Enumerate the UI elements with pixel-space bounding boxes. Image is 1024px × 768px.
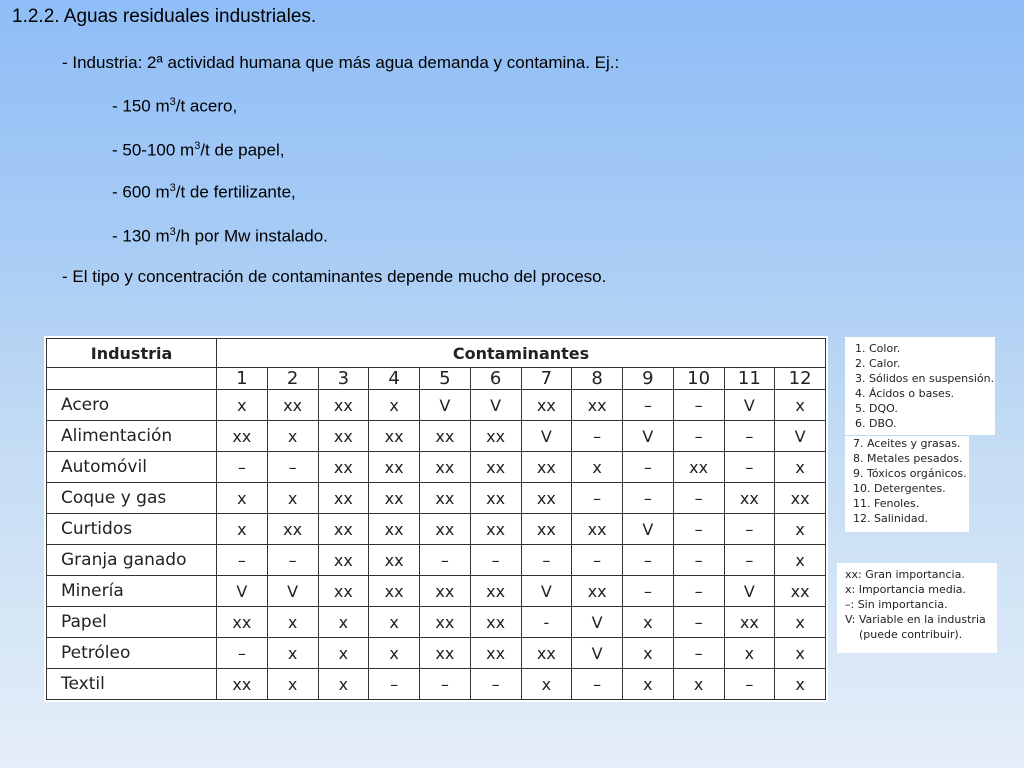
- value-cell: xx: [420, 452, 471, 483]
- value-cell: xx: [318, 452, 369, 483]
- legend-item: 10. Detergentes.: [853, 482, 946, 495]
- legend-item: 2. Calor.: [855, 357, 901, 370]
- value-cell: –: [673, 576, 724, 607]
- value-cell: x: [623, 607, 674, 638]
- industry-cell: Automóvil: [47, 452, 217, 483]
- value-cell: xx: [521, 390, 572, 421]
- industry-cell: Coque y gas: [47, 483, 217, 514]
- value-cell: x: [369, 638, 420, 669]
- value-cell: xx: [470, 452, 521, 483]
- value-cell: x: [217, 483, 268, 514]
- value-cell: xx: [775, 483, 826, 514]
- table-body: [47, 390, 826, 700]
- value-cell: xx: [318, 483, 369, 514]
- contaminant-number-row: [47, 368, 826, 390]
- contaminant-number-cell: 7: [521, 368, 572, 390]
- value-cell: –: [673, 421, 724, 452]
- value-cell: xx: [267, 390, 318, 421]
- legend-item: –: Sin importancia.: [845, 598, 948, 611]
- value-cell: V: [572, 607, 623, 638]
- table-row: [47, 669, 826, 700]
- value-cell: xx: [369, 514, 420, 545]
- legend-item: V: Variable en la industria: [845, 613, 986, 626]
- value-cell: –: [217, 638, 268, 669]
- value-cell: x: [623, 638, 674, 669]
- value-cell: x: [673, 669, 724, 700]
- value-cell: xx: [521, 483, 572, 514]
- value-cell: x: [623, 669, 674, 700]
- value-cell: V: [623, 421, 674, 452]
- value-cell: –: [217, 452, 268, 483]
- legend-item: 11. Fenoles.: [853, 497, 920, 510]
- value-cell: xx: [420, 514, 471, 545]
- value-cell: xx: [420, 576, 471, 607]
- value-cell: x: [267, 607, 318, 638]
- contaminant-number-cell: 6: [470, 368, 521, 390]
- value-cell: xx: [369, 545, 420, 576]
- example-power: - 130 $m^3/h$ por Mw instalado.: [112, 226, 328, 246]
- contaminant-number-cell: 10: [673, 368, 724, 390]
- table-row: [47, 452, 826, 483]
- value-cell: –: [724, 452, 775, 483]
- value-cell: x: [775, 545, 826, 576]
- contaminants-header: Contaminantes: [217, 339, 826, 368]
- table-row: [47, 483, 826, 514]
- value-cell: –: [420, 545, 471, 576]
- legend-item: 9. Tóxicos orgánicos.: [853, 467, 967, 480]
- value-cell: –: [623, 452, 674, 483]
- value-cell: –: [369, 669, 420, 700]
- value-cell: –: [572, 545, 623, 576]
- value-cell: –: [521, 545, 572, 576]
- value-cell: xx: [420, 483, 471, 514]
- table-row: [47, 545, 826, 576]
- value-cell: xx: [420, 421, 471, 452]
- value-cell: x: [318, 607, 369, 638]
- value-cell: –: [572, 669, 623, 700]
- legend-item: 1. Color.: [855, 342, 901, 355]
- value-cell: x: [318, 638, 369, 669]
- example-paper: - 50-100 $m^3/t$ de papel,: [112, 140, 285, 160]
- legend-pollutants-7-12: [845, 436, 969, 532]
- value-cell: –: [673, 483, 724, 514]
- value-cell: x: [267, 421, 318, 452]
- value-cell: –: [623, 390, 674, 421]
- value-cell: –: [267, 452, 318, 483]
- table-row: [47, 638, 826, 669]
- industry-cell: Petróleo: [47, 638, 217, 669]
- value-cell: –: [673, 607, 724, 638]
- value-cell: xx: [369, 421, 420, 452]
- example-steel: - 150 $m^3/t$ acero,: [112, 96, 238, 116]
- value-cell: xx: [318, 576, 369, 607]
- value-cell: –: [673, 638, 724, 669]
- empty-corner-cell: [47, 368, 217, 390]
- value-cell: xx: [369, 452, 420, 483]
- industry-cell: Papel: [47, 607, 217, 638]
- value-cell: xx: [267, 514, 318, 545]
- legend-item: 6. DBO.: [855, 417, 897, 430]
- value-cell: xx: [318, 545, 369, 576]
- value-cell: x: [775, 452, 826, 483]
- value-cell: –: [673, 545, 724, 576]
- value-cell: –: [420, 669, 471, 700]
- value-cell: V: [267, 576, 318, 607]
- industry-cell: Alimentación: [47, 421, 217, 452]
- value-cell: –: [470, 669, 521, 700]
- contaminant-number-cell: 4: [369, 368, 420, 390]
- contaminant-number-cell: 11: [724, 368, 775, 390]
- table-row: [47, 421, 826, 452]
- value-cell: -: [521, 607, 572, 638]
- value-cell: V: [623, 514, 674, 545]
- legend-item: 5. DQO.: [855, 402, 898, 415]
- legend-item: x: Importancia media.: [845, 583, 967, 596]
- value-cell: –: [724, 545, 775, 576]
- value-cell: V: [420, 390, 471, 421]
- value-cell: xx: [369, 483, 420, 514]
- value-cell: x: [775, 607, 826, 638]
- value-cell: x: [318, 669, 369, 700]
- value-cell: –: [673, 390, 724, 421]
- value-cell: xx: [521, 452, 572, 483]
- industry-cell: Minería: [47, 576, 217, 607]
- value-cell: V: [724, 576, 775, 607]
- contaminant-number-cell: 8: [572, 368, 623, 390]
- value-cell: –: [724, 421, 775, 452]
- value-cell: xx: [724, 607, 775, 638]
- value-cell: V: [775, 421, 826, 452]
- value-cell: V: [724, 390, 775, 421]
- value-cell: xx: [217, 669, 268, 700]
- contaminants-table-image: [44, 336, 828, 702]
- value-cell: xx: [318, 514, 369, 545]
- value-cell: –: [217, 545, 268, 576]
- value-cell: xx: [470, 483, 521, 514]
- value-cell: xx: [572, 514, 623, 545]
- contaminant-number-cell: 9: [623, 368, 674, 390]
- value-cell: xx: [470, 607, 521, 638]
- contaminants-table: [46, 338, 826, 700]
- value-cell: –: [572, 421, 623, 452]
- value-cell: –: [572, 483, 623, 514]
- value-cell: xx: [470, 514, 521, 545]
- contaminant-number-cell: 5: [420, 368, 471, 390]
- value-cell: x: [369, 390, 420, 421]
- value-cell: x: [775, 638, 826, 669]
- value-cell: xx: [673, 452, 724, 483]
- legend-importance: [837, 563, 997, 653]
- value-cell: xx: [775, 576, 826, 607]
- table-row: [47, 390, 826, 421]
- value-cell: xx: [217, 607, 268, 638]
- legend-item: 7. Aceites y grasas.: [853, 437, 961, 450]
- value-cell: x: [267, 638, 318, 669]
- legend-item: 12. Salinidad.: [853, 512, 929, 525]
- value-cell: –: [623, 483, 674, 514]
- value-cell: xx: [318, 421, 369, 452]
- industry-cell: Acero: [47, 390, 217, 421]
- example-fertilizer: - 600 $m^3/t$ de fertilizante,: [112, 182, 296, 202]
- value-cell: –: [724, 669, 775, 700]
- legend-pollutants-1-6: [845, 337, 995, 435]
- value-cell: xx: [369, 576, 420, 607]
- page-title: 1.2.2. Aguas residuales industriales.: [12, 6, 317, 27]
- value-cell: x: [267, 483, 318, 514]
- value-cell: x: [217, 390, 268, 421]
- legend-item: 8. Metales pesados.: [853, 452, 963, 465]
- industry-cell: Textil: [47, 669, 217, 700]
- contaminant-number-cell: 12: [775, 368, 826, 390]
- value-cell: xx: [470, 638, 521, 669]
- contaminant-number-cell: 2: [267, 368, 318, 390]
- contaminant-number-cell: 1: [217, 368, 268, 390]
- value-cell: xx: [420, 607, 471, 638]
- table-row: [47, 576, 826, 607]
- value-cell: V: [470, 390, 521, 421]
- value-cell: xx: [724, 483, 775, 514]
- value-cell: –: [673, 514, 724, 545]
- legend-item: 3. Sólidos en suspensión.: [855, 372, 995, 385]
- value-cell: xx: [470, 576, 521, 607]
- value-cell: xx: [470, 421, 521, 452]
- value-cell: –: [623, 545, 674, 576]
- value-cell: x: [267, 669, 318, 700]
- value-cell: V: [521, 421, 572, 452]
- value-cell: x: [572, 452, 623, 483]
- industry-cell: Granja ganado: [47, 545, 217, 576]
- value-cell: xx: [572, 390, 623, 421]
- table-row: [47, 514, 826, 545]
- intro-text: - Industria: 2ª actividad humana que más agua demanda y contamina. Ej.:: [62, 53, 620, 72]
- value-cell: x: [369, 607, 420, 638]
- industry-header: Industria: [47, 339, 217, 368]
- value-cell: x: [775, 514, 826, 545]
- value-cell: x: [217, 514, 268, 545]
- value-cell: –: [470, 545, 521, 576]
- value-cell: xx: [420, 638, 471, 669]
- table-row: [47, 607, 826, 638]
- process-note: - El tipo y concentración de contaminantes depende mucho del proceso.: [62, 267, 607, 286]
- value-cell: V: [572, 638, 623, 669]
- legend-item: 4. Ácidos o bases.: [855, 387, 955, 400]
- value-cell: x: [521, 669, 572, 700]
- value-cell: V: [217, 576, 268, 607]
- legend-item: (puede contribuir).: [845, 628, 963, 641]
- value-cell: x: [775, 669, 826, 700]
- value-cell: –: [623, 576, 674, 607]
- value-cell: x: [775, 390, 826, 421]
- legend-item: xx: Gran importancia.: [845, 568, 965, 581]
- value-cell: xx: [217, 421, 268, 452]
- contaminant-number-cell: 3: [318, 368, 369, 390]
- value-cell: xx: [521, 638, 572, 669]
- value-cell: xx: [318, 390, 369, 421]
- value-cell: x: [724, 638, 775, 669]
- industry-cell: Curtidos: [47, 514, 217, 545]
- value-cell: –: [267, 545, 318, 576]
- value-cell: –: [724, 514, 775, 545]
- value-cell: V: [521, 576, 572, 607]
- value-cell: xx: [521, 514, 572, 545]
- value-cell: xx: [572, 576, 623, 607]
